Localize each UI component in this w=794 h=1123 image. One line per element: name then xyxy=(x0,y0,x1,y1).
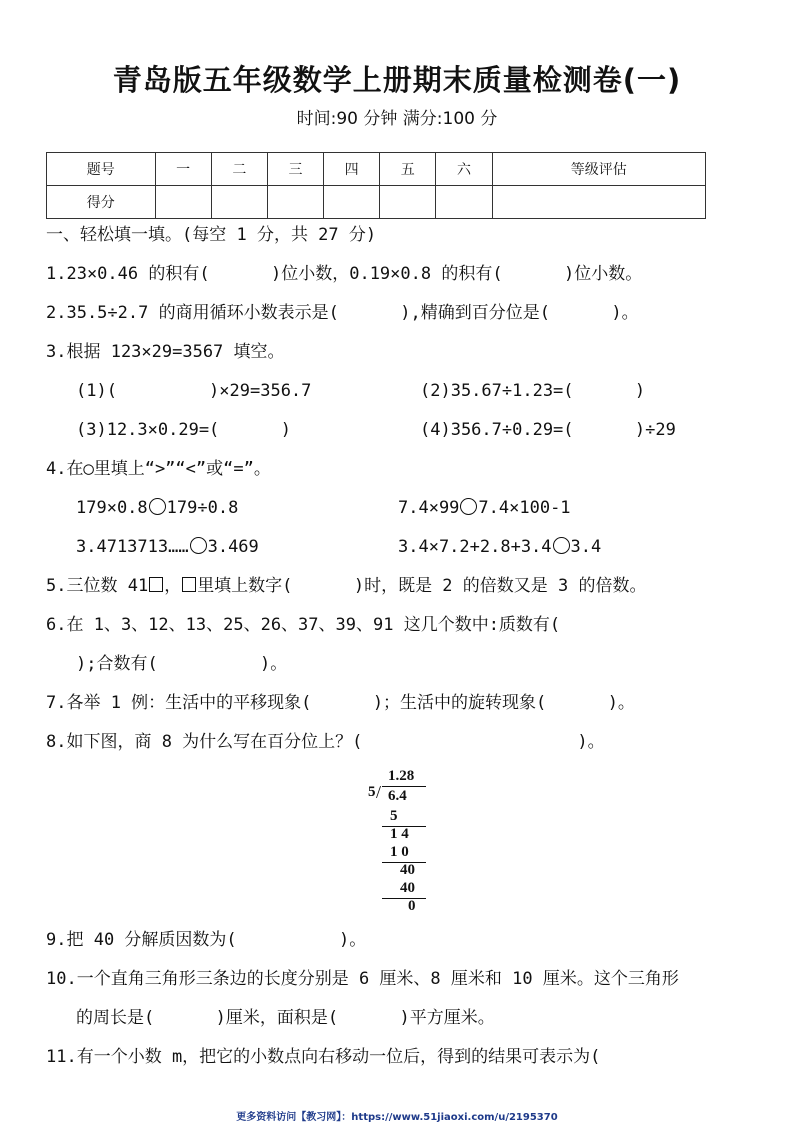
question-10-line-2: 的周长是( )厘米，面积是( )平方厘米。 xyxy=(76,1008,495,1028)
header-cell: 二 xyxy=(211,153,267,186)
left-expression: 7.4×99 xyxy=(398,498,460,518)
question-5-text: 里填上数字( )时，既是 2 的倍数又是 3 的倍数。 xyxy=(197,576,647,596)
right-expression: 3.469 xyxy=(207,537,259,557)
quotient: 1.28 xyxy=(388,768,415,784)
score-cell[interactable] xyxy=(492,186,705,219)
question-5 xyxy=(46,575,646,597)
remainder-2: 40 xyxy=(400,862,415,878)
division-bar xyxy=(382,786,426,787)
page-title: 青岛版五年级数学上册期末质量检测卷(一) xyxy=(112,63,682,97)
question-4-compare-c xyxy=(76,536,259,558)
right-expression: 3.4 xyxy=(570,537,602,557)
circle-blank-icon[interactable] xyxy=(460,498,477,515)
subtract-2: 1 0 xyxy=(390,844,409,860)
circle-blank-icon[interactable] xyxy=(553,537,570,554)
header-cell: 六 xyxy=(436,153,492,186)
footer-link[interactable]: 更多资料访问【教习网】：https://www.51jiaoxi.com/u/2195370 xyxy=(236,1112,558,1123)
question-4-compare-d xyxy=(398,536,601,558)
question-3-part-1: (1)( )×29=356.7 xyxy=(76,381,312,401)
remainder-1: 1 4 xyxy=(390,826,409,842)
circle-blank-icon[interactable] xyxy=(190,537,207,554)
exam-info: 时间:90 分钟 满分:100 分 xyxy=(296,109,498,129)
left-expression: 3.4713713…… xyxy=(76,537,189,557)
question-5-text: ， xyxy=(164,576,182,596)
right-expression: 7.4×100-1 xyxy=(478,498,571,518)
question-4: 4.在◯里填上“>”“<”或“=”。 xyxy=(46,459,271,479)
section-heading: 一、轻松填一填。(每空 1 分，共 27 分) xyxy=(46,225,377,245)
question-11: 11.有一个小数 m，把它的小数点向右移动一位后，得到的结果可表示为( xyxy=(46,1047,601,1067)
question-3-part-4: (4)356.7÷0.29=( )÷29 xyxy=(420,420,676,440)
square-blank-icon xyxy=(149,577,163,592)
question-8: 8.如下图，商 8 为什么写在百分位上？( )。 xyxy=(46,732,605,752)
question-6-line-2: );合数有( )。 xyxy=(76,654,288,674)
question-6-line-1: 6.在 1、3、12、13、25、26、37、39、91 这几个数中:质数有( xyxy=(46,615,561,635)
division-bracket-icon: / xyxy=(376,782,382,802)
question-9: 9.把 40 分解质因数为( )。 xyxy=(46,930,367,950)
long-division-figure xyxy=(360,766,430,916)
score-cell[interactable] xyxy=(324,186,380,219)
header-cell: 三 xyxy=(267,153,323,186)
subtraction-line xyxy=(382,898,426,899)
left-expression: 3.4×7.2+2.8+3.4 xyxy=(398,537,552,557)
header-cell: 一 xyxy=(155,153,211,186)
score-table-score-row xyxy=(47,186,706,219)
question-1: 1.23×0.46 的积有( )位小数，0.19×0.8 的积有( )位小数。 xyxy=(46,264,643,284)
remainder-3: 0 xyxy=(408,898,416,914)
question-3-part-2: (2)35.67÷1.23=( ) xyxy=(420,381,646,401)
header-cell: 五 xyxy=(380,153,436,186)
question-2: 2.35.5÷2.7 的商用循环小数表示是( ),精确到百分位是( )。 xyxy=(46,303,639,323)
score-cell[interactable] xyxy=(436,186,492,219)
dividend: 6.4 xyxy=(388,788,407,804)
header-cell: 题号 xyxy=(47,153,156,186)
score-cell[interactable] xyxy=(155,186,211,219)
question-7: 7.各举 1 例：生活中的平移现象( )；生活中的旋转现象( )。 xyxy=(46,693,635,713)
header-cell: 等级评估 xyxy=(492,153,705,186)
subtract-1: 5 xyxy=(390,808,398,824)
score-cell[interactable] xyxy=(380,186,436,219)
score-cell[interactable] xyxy=(211,186,267,219)
score-table xyxy=(46,152,706,219)
score-table-header-row xyxy=(47,153,706,186)
left-expression: 179×0.8 xyxy=(76,498,148,518)
question-5-text: 5.三位数 41 xyxy=(46,576,149,596)
right-expression: 179÷0.8 xyxy=(166,498,239,518)
row-label: 得分 xyxy=(47,186,156,219)
subtract-3: 40 xyxy=(400,880,415,896)
question-4-compare-b xyxy=(398,497,571,519)
header-cell: 四 xyxy=(324,153,380,186)
question-3: 3.根据 123×29=3567 填空。 xyxy=(46,342,285,362)
question-3-part-3: (3)12.3×0.29=( ) xyxy=(76,420,291,440)
question-4-compare-a xyxy=(76,497,238,519)
score-cell[interactable] xyxy=(267,186,323,219)
square-blank-icon xyxy=(182,577,196,592)
question-10-line-1: 10.一个直角三角形三条边的长度分别是 6 厘米、8 厘米和 10 厘米。这个三角形 xyxy=(46,969,679,989)
circle-blank-icon[interactable] xyxy=(149,498,166,515)
divisor: 5 xyxy=(368,784,376,800)
